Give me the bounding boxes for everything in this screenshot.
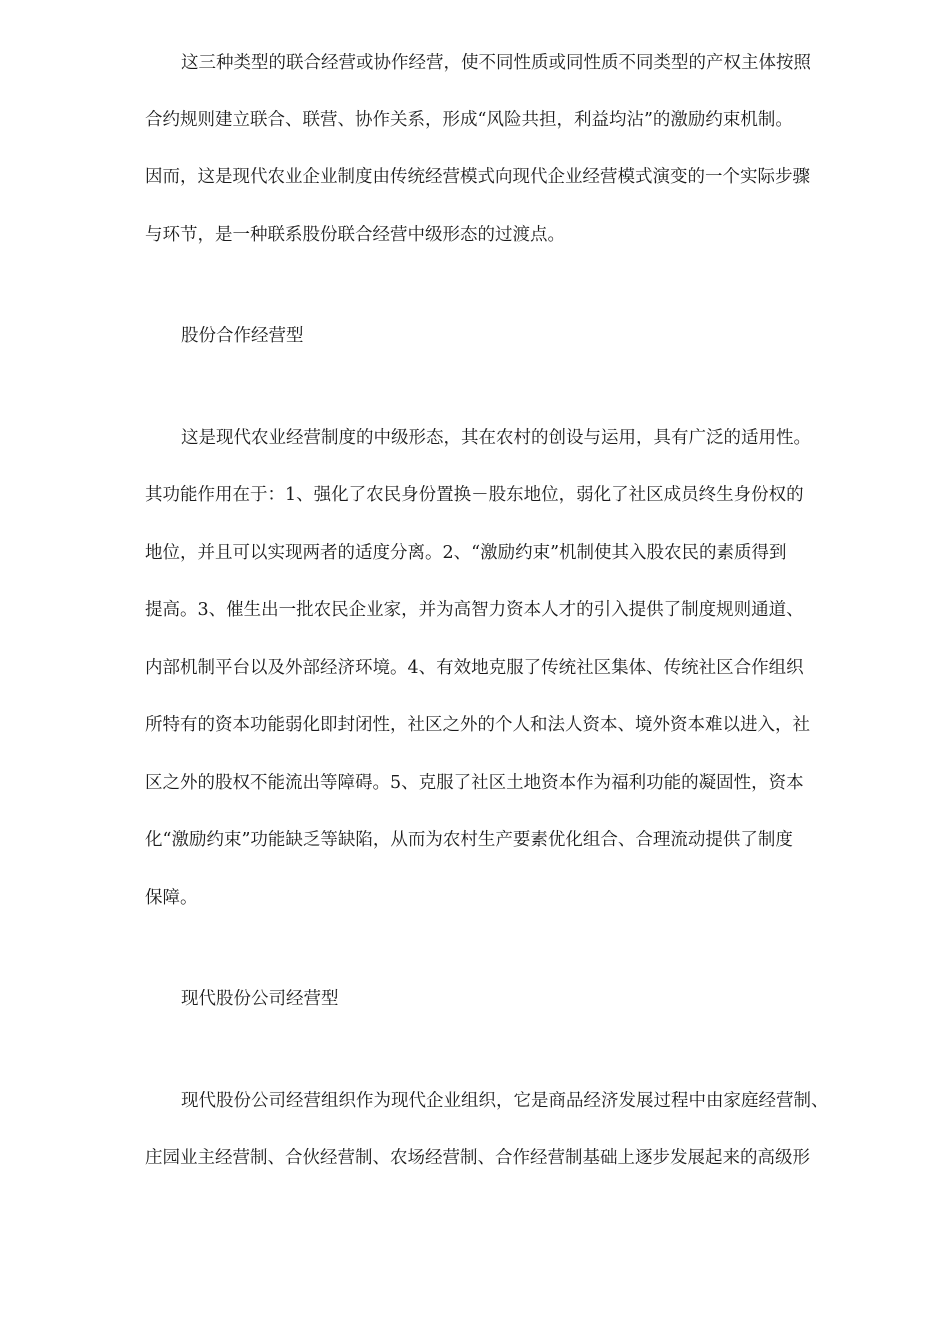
- paragraph-line: 这三种类型的联合经营或协作经营，使不同性质或同性质不同类型的产权主体按照: [181, 53, 811, 73]
- paragraph-line: 保障。: [145, 888, 198, 908]
- paragraph-line: 这是现代农业经营制度的中级形态，其在农村的创设与运用，具有广泛的适用性。: [181, 428, 811, 448]
- paragraph-line: 其功能作用在于：1、强化了农民身份置换－股东地位，弱化了社区成员终生身份权的: [145, 485, 804, 505]
- section-heading: 股份合作经营型: [181, 326, 304, 346]
- paragraph-line: 与环节，是一种联系股份联合经营中级形态的过渡点。: [145, 225, 565, 245]
- paragraph-line: 地位，并且可以实现两者的适度分离。2、“激励约束”机制使其入股农民的素质得到: [145, 543, 787, 563]
- paragraph-line: 所特有的资本功能弱化即封闭性，社区之外的个人和法人资本、境外资本难以进入，社: [145, 715, 810, 735]
- paragraph-line: 庄园业主经营制、合伙经营制、农场经营制、合作经营制基础上逐步发展起来的高级形: [145, 1148, 810, 1168]
- paragraph-line: 内部机制平台以及外部经济环境。4、有效地克服了传统社区集体、传统社区合作组织: [145, 658, 804, 678]
- section-heading: 现代股份公司经营型: [181, 989, 339, 1009]
- paragraph-line: 化“激励约束”功能缺乏等缺陷，从而为农村生产要素优化组合、合理流动提供了制度: [145, 830, 793, 850]
- paragraph-line: 因而，这是现代农业企业制度由传统经营模式向现代企业经营模式演变的一个实际步骤: [145, 167, 810, 187]
- paragraph-line: 合约规则建立联合、联营、协作关系，形成“风险共担，利益均沾”的激励约束机制。: [145, 110, 793, 130]
- paragraph-line: 区之外的股权不能流出等障碍。5、克服了社区土地资本作为福利功能的凝固性，资本: [145, 773, 804, 793]
- paragraph-line: 现代股份公司经营组织作为现代企业组织，它是商品经济发展过程中由家庭经营制、: [181, 1091, 829, 1111]
- paragraph-line: 提高。3、催生出一批农民企业家，并为高智力资本人才的引入提供了制度规则通道、: [145, 600, 804, 620]
